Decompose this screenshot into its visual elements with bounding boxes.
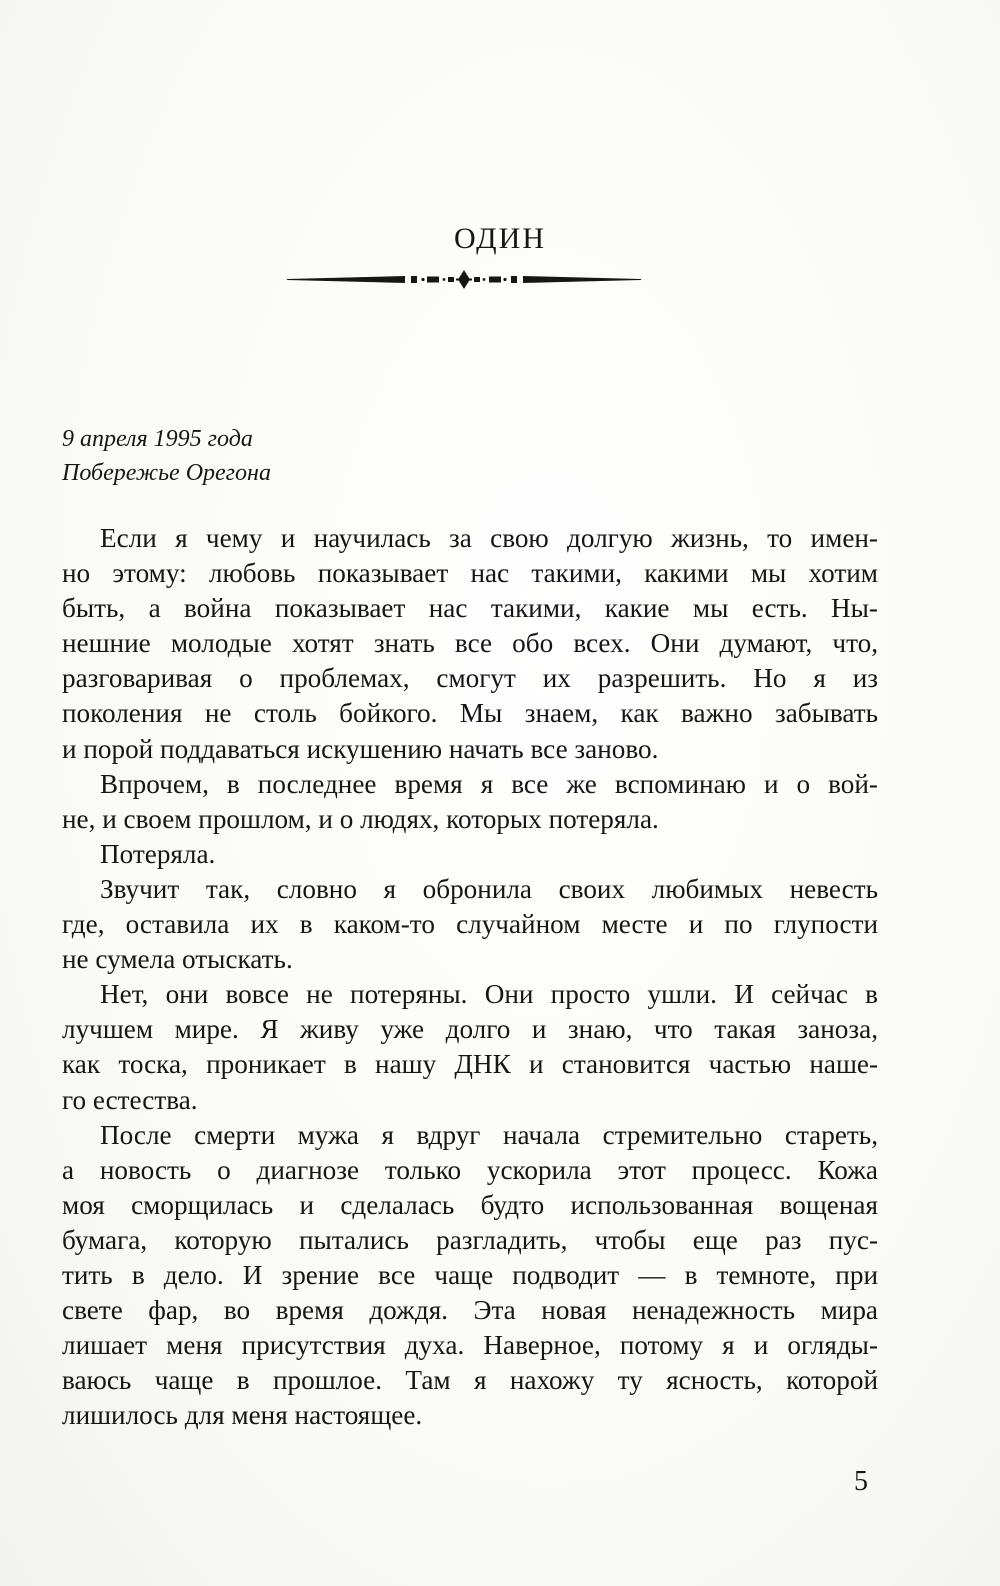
text-line: но этому: любовь показывает нас такими, какими мы хотим	[62, 558, 878, 589]
paragraph	[62, 767, 878, 837]
paragraph	[62, 521, 878, 767]
text-line: быть, а война показывает нас такими, какие мы есть. Ны-	[62, 593, 878, 624]
text-line: Нет, они вовсе не потеряны. Они просто ушли. И сейчас в	[100, 979, 878, 1010]
paragraph	[62, 837, 878, 872]
text-line: Потеряла.	[100, 838, 216, 869]
text-line: ваюсь чаще в прошлое. Там я нахожу ту ясность, которой	[62, 1365, 878, 1396]
text-line: свете фар, во время дождя. Эта новая ненадежность мира	[62, 1295, 878, 1326]
text-line: После смерти мужа я вдруг начала стремительно стареть,	[100, 1119, 878, 1150]
text-line: лишает меня присутствия духа. Наверное, потому я и огляды-	[62, 1330, 878, 1361]
text-line: разговаривая о проблемах, смогут их разрешить. Но я из	[62, 663, 878, 694]
text-line: го естества.	[62, 1084, 198, 1115]
paragraph	[62, 977, 878, 1117]
paragraph	[62, 872, 878, 977]
text-line: не, и своем прошлом, и о людях, которых потеряла.	[62, 803, 659, 834]
page-number: 5	[854, 1466, 868, 1497]
text-line: Впрочем, в последнее время я все же вспоминаю и о вой-	[100, 768, 878, 799]
chapter-title: ОДИН	[454, 222, 546, 255]
text-line: как тоска, проникает в нашу ДНК и становится частью наше-	[62, 1049, 878, 1080]
text-line: Звучит так, словно я обронила своих любимых невесть	[100, 873, 878, 904]
dateline-date: 9 апреля 1995 года	[62, 426, 253, 452]
text-line: поколения не столь бойкого. Мы знаем, как важно забывать	[62, 698, 878, 729]
text-line: не сумела отыскать.	[62, 944, 293, 975]
text-line: моя сморщилась и сделалась будто использованная вощеная	[62, 1189, 878, 1220]
text-line: и порой поддаваться искушению начать все заново.	[62, 733, 659, 764]
text-line: лучшем мире. Я живу уже долго и знаю, что такая заноза,	[62, 1014, 878, 1045]
chapter-ornament-divider	[287, 268, 641, 292]
text-line: нешние молодые хотят знать все обо всех. Они думают, что,	[62, 628, 878, 659]
text-line: где, оставила их в каком-то случайном месте и по глупости	[62, 909, 878, 940]
text-line: а новость о диагнозе только ускорила этот процесс. Кожа	[62, 1154, 878, 1185]
dateline-place: Побережье Орегона	[62, 460, 271, 486]
text-line: бумага, которую пытались разгладить, чтобы еще раз пус-	[62, 1224, 878, 1255]
text-line: Если я чему и научилась за свою долгую жизнь, то имен-	[100, 523, 878, 553]
paragraph	[62, 1118, 878, 1434]
text-line: тить в дело. И зрение все чаще подводит — в темноте, при	[62, 1259, 878, 1290]
chapter-body-text	[62, 521, 878, 1433]
text-line: лишилось для меня настоящее.	[62, 1400, 423, 1431]
dateline	[62, 422, 271, 490]
